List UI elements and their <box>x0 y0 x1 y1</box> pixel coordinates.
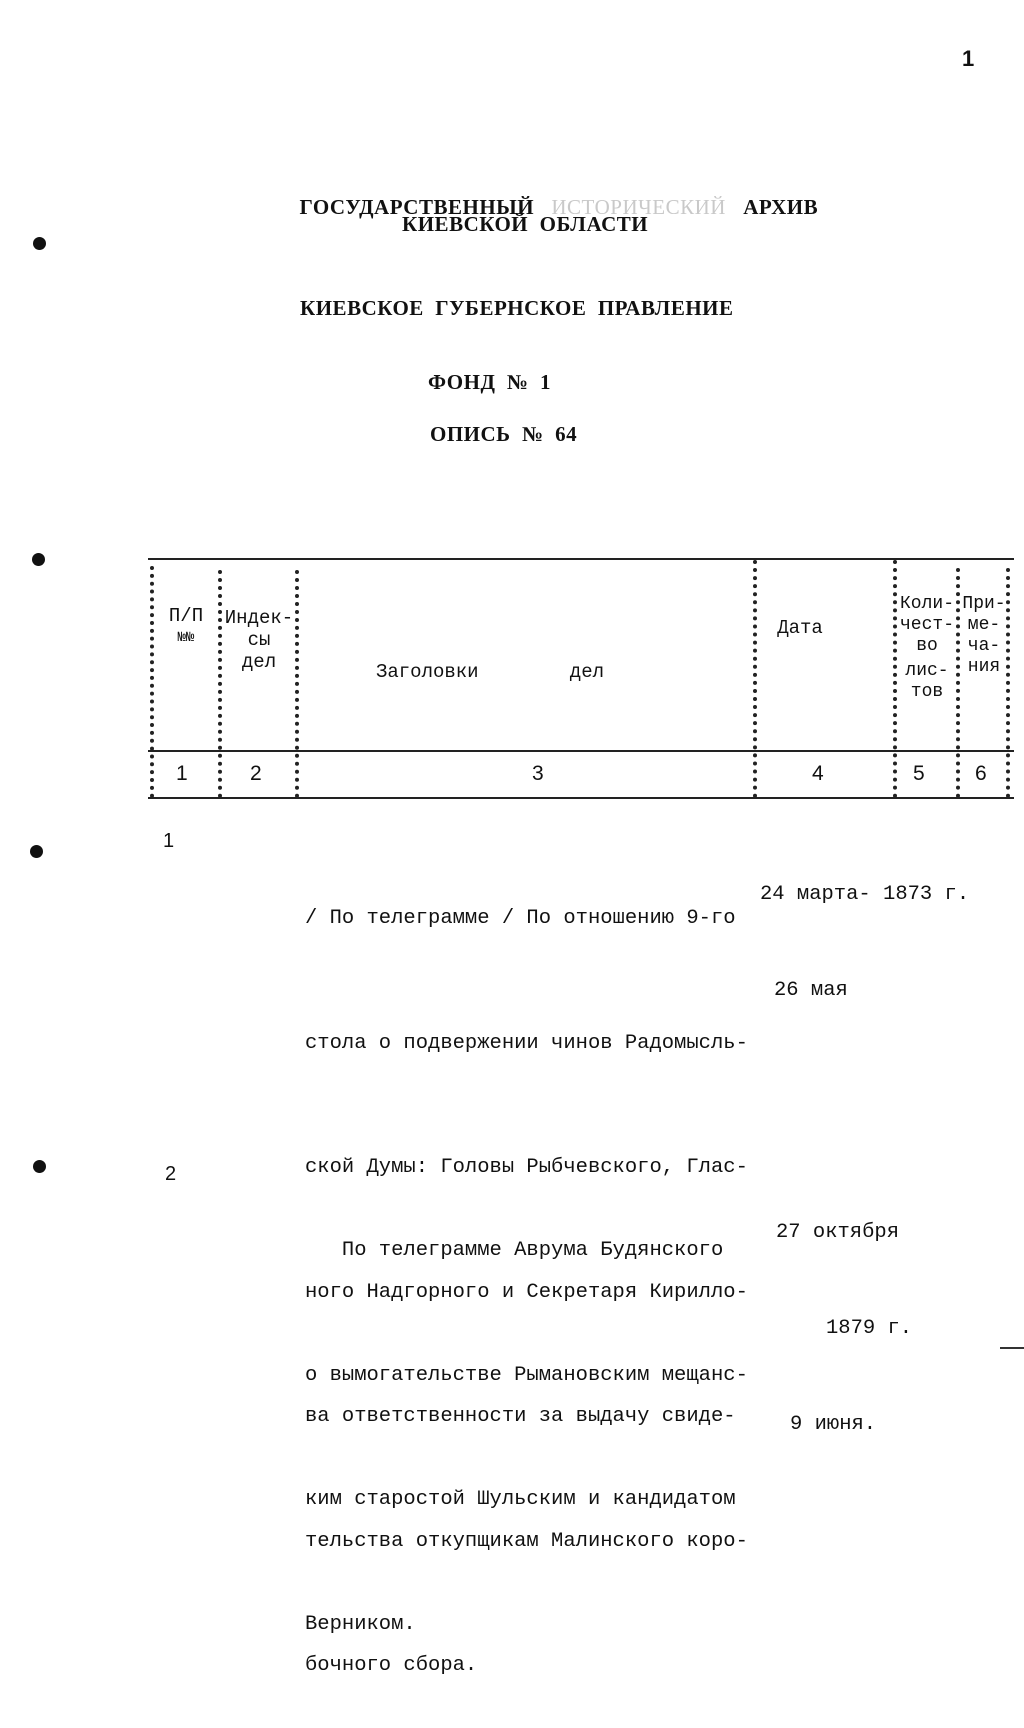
margin-mark <box>1000 1347 1024 1349</box>
entry-date-line: 26 мая <box>774 979 848 1002</box>
header-line: Коли- <box>899 594 954 614</box>
header-line: Заголовки дел <box>375 661 605 683</box>
header-line: П/П <box>168 605 204 627</box>
header-line: дел <box>241 651 277 673</box>
institution-title: КИЕВСКОЕ ГУБЕРНСКОЕ ПРАВЛЕНИЕ <box>300 296 734 320</box>
entry-title-line: бочного сбора. <box>305 1654 478 1677</box>
entry-title-line: тельства откупщикам Малинского коро- <box>305 1529 748 1553</box>
header-line: №№ <box>177 630 195 646</box>
entry-date-line: 1879 г. <box>826 1317 913 1340</box>
header-line: Индек- <box>224 607 294 629</box>
column-header-sheet-count <box>895 594 959 703</box>
header-line: Дата <box>777 617 823 639</box>
column-number: 2 <box>250 762 262 785</box>
binder-hole-icon <box>30 845 43 858</box>
entry-title-line: ва ответственности за выдачу свиде- <box>305 1405 736 1428</box>
table-top-rule <box>148 558 1014 560</box>
entry-title-line: стола о подвержении чинов Радомысль- <box>305 1031 748 1055</box>
entry-title-line: Верником. <box>305 1612 416 1636</box>
header-line: При- <box>962 594 1006 614</box>
column-header-notes <box>960 594 1008 678</box>
header-line: ме- <box>967 615 1001 635</box>
header-line: во <box>916 636 938 656</box>
table-bottom-rule <box>148 797 1014 799</box>
entry-title-line: ким старостой Шульским и кандидатом <box>305 1488 736 1511</box>
entry-title-line: о вымогательстве Рымановским мещанс- <box>305 1363 748 1387</box>
header-line: тов <box>910 682 944 702</box>
entry-title-line: По телеграмме Аврума Будянского <box>305 1239 724 1262</box>
column-divider <box>150 566 158 798</box>
table-header-rule <box>148 750 1014 752</box>
entry-title-line: / По телеграмме / По отношению 9-го <box>305 907 736 930</box>
entry-date <box>776 1153 912 1473</box>
column-number: 6 <box>975 762 987 785</box>
entry-date-line: 9 июня. <box>790 1413 877 1436</box>
column-divider <box>753 560 761 798</box>
header-line: ния <box>967 657 1001 677</box>
binder-hole-icon <box>33 1160 46 1173</box>
fond-number: ФОНД № 1 <box>428 370 552 394</box>
archive-type: ГОСУДАРСТВЕННЫЙ <box>299 195 535 219</box>
header-line: ча- <box>967 636 1001 656</box>
column-number: 3 <box>532 762 544 785</box>
archive-title-line2: КИЕВСКОЙ ОБЛАСТИ <box>402 212 649 236</box>
column-number: 5 <box>913 762 925 785</box>
binder-hole-icon <box>33 237 46 250</box>
header-line: чест- <box>899 615 954 635</box>
entry-number: 1 <box>163 830 175 852</box>
entry-title-line: ного Надгорного и Секретаря Кирилло- <box>305 1280 748 1304</box>
column-number: 1 <box>176 762 188 785</box>
column-header-index <box>224 605 294 675</box>
column-header-number <box>158 605 214 649</box>
entry-date <box>760 815 969 1039</box>
entry-title-line: ской Думы: Головы Рыбчевского, Глас- <box>305 1156 748 1179</box>
column-number: 4 <box>812 762 824 785</box>
entry-number: 2 <box>165 1163 177 1185</box>
header-line: лис- <box>905 661 949 681</box>
entry-date-line: 27 октября <box>776 1221 900 1244</box>
header-line: сы <box>247 629 271 651</box>
column-header-date <box>760 617 840 639</box>
column-header-titles <box>300 617 680 705</box>
entry-title <box>305 1147 748 1687</box>
archive-word: АРХИВ <box>743 195 819 219</box>
entry-date-line: 24 марта- 1873 г. <box>760 883 970 906</box>
opis-number: ОПИСЬ № 64 <box>430 422 578 446</box>
page-number: 1 <box>962 46 975 71</box>
archive-type-faded: ИСТОРИЧЕСКИЙ <box>551 195 726 219</box>
binder-hole-icon <box>32 553 45 566</box>
